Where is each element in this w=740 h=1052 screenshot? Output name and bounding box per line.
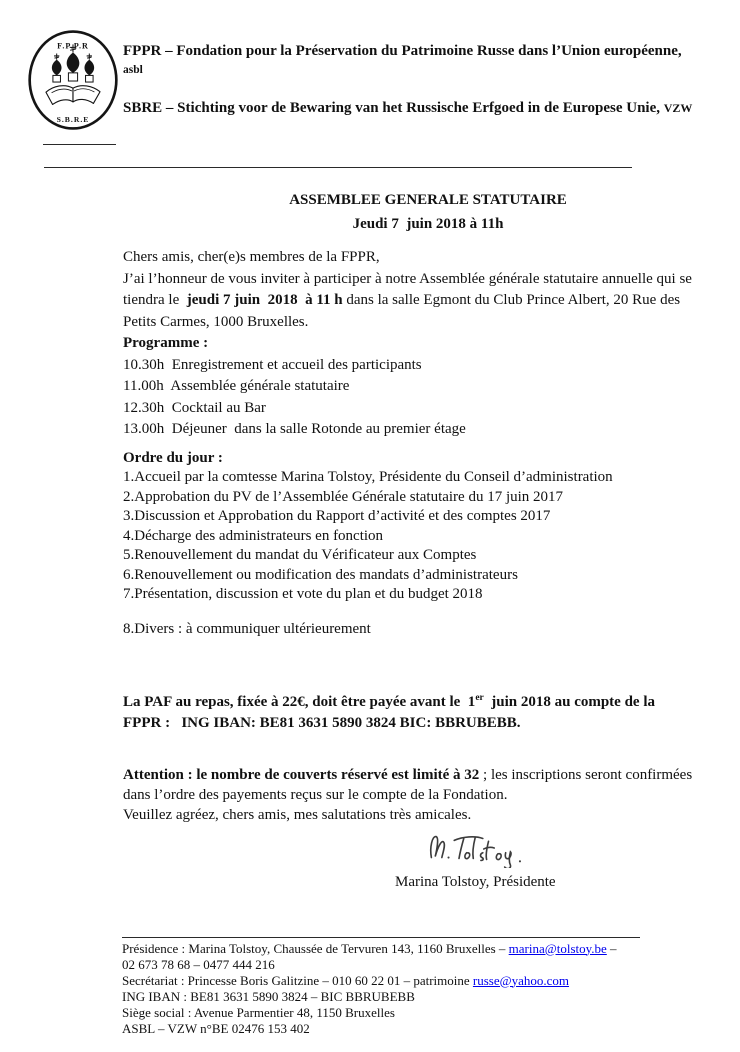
agenda-item: [123, 546, 695, 566]
programme-item-text: 12.30h Cocktail au Bar: [123, 399, 266, 416]
footer-secretariat-text: Secrétariat : Princesse Boris Galitzine – 010 60 22 01 – patrimoine: [122, 972, 473, 988]
attention-bold-text: Attention : le nombre de couverts réservé est limité à 32: [123, 766, 480, 783]
fppr-sbre-logo: [26, 28, 120, 132]
footer-asbl-line: [122, 1021, 660, 1037]
agenda-item-text: 5.Renouvellement du mandat du Vérificateur aux Comptes: [123, 547, 477, 563]
footer-presidence-line: [122, 941, 660, 957]
salutation-line: [123, 247, 695, 269]
agenda-item: [123, 527, 695, 547]
footer-phones-text: 02 673 78 68 – 0477 444 216: [122, 956, 275, 972]
secretariat-email-link[interactable]: russe@yahoo.com: [472, 972, 570, 988]
agenda-heading: [123, 449, 695, 469]
footer-presidence-text: Présidence : Marina Tolstoy, Chaussée de Tervuren 143, 1160 Bruxelles –: [122, 940, 509, 956]
agenda-divers-text: 8.Divers : à communiquer ultérieurement: [123, 620, 371, 637]
agenda-item: [123, 507, 695, 527]
title-line-2: [116, 213, 740, 235]
signature-name-line: [395, 873, 695, 891]
agenda-item-text: 6.Renouvellement ou modification des mandats d’administrateurs: [123, 566, 518, 583]
footer-secretariat-line: [122, 973, 660, 989]
agenda-item: [123, 468, 695, 488]
org-suffix-asbl: asbl: [123, 64, 143, 76]
programme-item: [123, 376, 695, 398]
logo-top-text: F.P.P.R: [57, 41, 89, 51]
programme-item: [123, 398, 695, 420]
org-name-fr-text: FPPR – Fondation pour la Préservation du Patrimoine Russe dans l’Union européenne,: [123, 43, 682, 59]
long-horizontal-rule: [44, 167, 632, 168]
attention-rest-text: ; les inscriptions seront confirmées dans l’ordre des payements reçus sur le compte de la Fondation.: [123, 766, 696, 803]
agenda-heading-text: Ordre du jour :: [123, 449, 223, 466]
footer-rule: [122, 937, 640, 938]
document-title-block: [116, 189, 740, 235]
footer-siege-line: [122, 1005, 660, 1021]
payment-text-pre: La PAF au repas, fixée à 22€, doit être payée avant le 1: [123, 693, 476, 710]
agenda-item-text: 4.Décharge des administrateurs en fonction: [123, 527, 384, 544]
programme-item: [123, 355, 695, 377]
org-name-nl-text: SBRE – Stichting voor de Bewaring van het Russische Erfgoed in de Europese Unie,: [123, 100, 664, 116]
footer-presidence-tail: –: [606, 940, 617, 956]
agenda-item-text: 7.Présentation, discussion et vote du plan et du budget 2018: [123, 586, 483, 602]
agenda-block: [123, 449, 695, 640]
invitation-text-post: dans la salle Egmont du Club Prince Albert, 20 Rue des Petits Carmes, 1000 Bruxelles.: [123, 292, 684, 330]
org-suffix-vzw: VZW: [663, 101, 693, 115]
invitation-date-bold: jeudi 7 juin 2018 à 11 h: [186, 292, 343, 308]
signature-handwriting-image: [415, 828, 543, 868]
signature-name-text: Marina Tolstoy, Présidente: [395, 873, 556, 890]
letterhead: [123, 0, 722, 118]
footer-siege-text: Siège social : Avenue Parmentier 48, 1150 Bruxelles: [122, 1004, 395, 1020]
footer-iban-text: ING IBAN : BE81 3631 5890 3824 – BIC BBRUBEBB: [122, 988, 415, 1004]
programme-item-text: 13.00h Déjeuner dans la salle Rotonde au premier étage: [123, 421, 466, 437]
logo-bottom-text: S.B.R.E: [56, 114, 90, 124]
open-book-icon: [46, 86, 100, 105]
programme-item-text: 10.30h Enregistrement et accueil des participants: [123, 356, 422, 373]
closing-text: Veuillez agréez, chers amis, mes salutations très amicales.: [123, 806, 472, 823]
invitation-text-pre: J’ai l’honneur de vous inviter à participer à notre Assemblée générale statutaire annuelle qui se tiendra le: [123, 270, 696, 308]
salutation-text: Chers amis, cher(e)s membres de la FPPR,: [123, 249, 380, 265]
agenda-item: [123, 488, 695, 508]
title-date-text: Jeudi 7 juin 2018 à 11h: [352, 216, 504, 232]
agenda-item-text: 3.Discussion et Approbation du Rapport d’activité et des comptes 2017: [123, 508, 551, 524]
payment-text-post: juin 2018 au compte de la FPPR : ING IBAN: BE81 3631 5890 3824 BIC: BBRUBEBB.: [123, 693, 659, 731]
footer-phones-line: [122, 957, 660, 973]
org-name-fr: [123, 42, 722, 77]
footer: [122, 937, 660, 1037]
attention-paragraph: [123, 765, 695, 805]
agenda-item: [123, 566, 695, 586]
title-text: ASSEMBLEE GENERALE STATUTAIRE: [289, 192, 567, 208]
presidente-email-link[interactable]: marina@tolstoy.be: [508, 940, 607, 956]
short-horizontal-rule: [43, 144, 116, 145]
org-name-nl: [123, 99, 722, 118]
letter-body: [123, 247, 695, 891]
agenda-item-text: 1.Accueil par la comtesse Marina Tolstoy, Présidente du Conseil d’administration: [123, 469, 613, 485]
title-line-1: [116, 189, 740, 211]
programme-heading-text: Programme :: [123, 335, 209, 351]
payment-paragraph: [123, 688, 695, 735]
closing-line: [123, 805, 695, 825]
programme-item: [123, 419, 695, 441]
footer-asbl-text: ASBL – VZW n°BE 02476 153 402: [122, 1020, 310, 1036]
footer-iban-line: [122, 989, 660, 1005]
invitation-paragraph: [123, 269, 695, 334]
programme-item-text: 11.00h Assemblée générale statutaire: [123, 378, 350, 394]
agenda-item: [123, 585, 695, 605]
payment-superscript: er: [475, 692, 484, 703]
agenda-divers-item: [123, 619, 695, 640]
programme-heading: [123, 333, 695, 355]
agenda-item-text: 2.Approbation du PV de l’Assemblée Générale statutaire du 17 juin 2017: [123, 488, 564, 505]
